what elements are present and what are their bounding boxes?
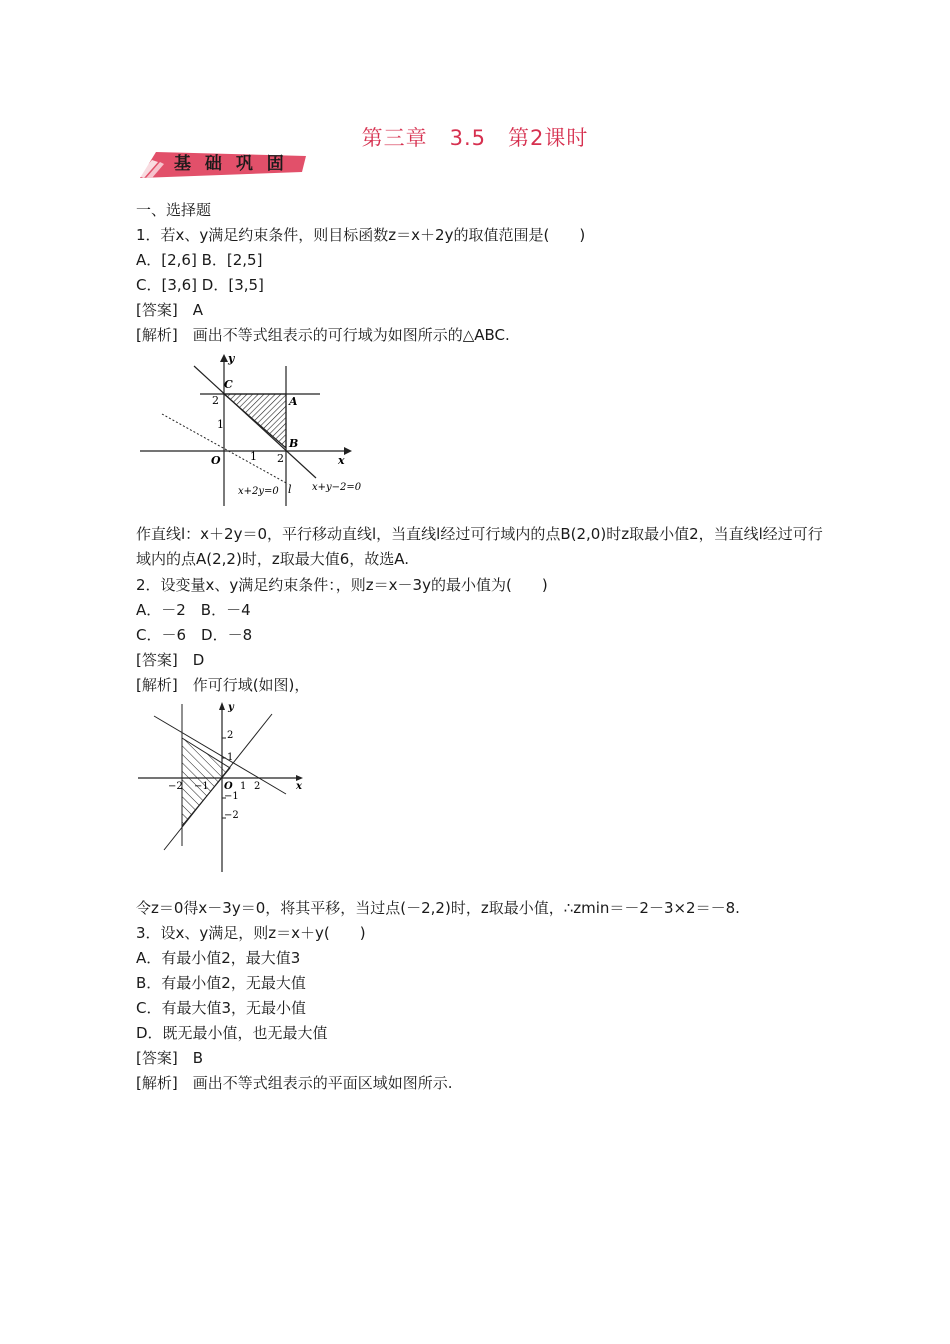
x-axis-label: x (338, 454, 345, 467)
q2-stem: 2．设变量x、y满足约束条件：，则z＝x－3y的最小值为( ) (136, 576, 548, 594)
point-a-label: A (289, 395, 298, 408)
q1-explanation: 作直线l：x＋2y＝0，平行移动直线l，当直线l经过可行域内的点B(2,0)时z取最小值2，当直线l经过可行域内的点A(2,2)时，z取最大值6，故选A. (136, 525, 823, 568)
section-banner (134, 148, 312, 182)
q1-stem: 1．若x、y满足约束条件，则目标函数z＝x＋2y的取值范围是( ) (136, 226, 586, 244)
origin-label: O (224, 781, 233, 792)
xtick-1: 1 (250, 450, 257, 463)
point-b-label: B (289, 437, 299, 450)
q2-options-cd: C．－6 D．－8 (136, 626, 253, 644)
ytick-minus2: −2 (224, 810, 239, 821)
point-c-label: C (224, 378, 233, 391)
xtick-minus1: −1 (194, 781, 209, 792)
q3-option-a: A．有最小值2，最大值3 (136, 949, 301, 967)
origin-label: O (211, 454, 221, 467)
banner-label: 基 础 巩 固 (174, 154, 288, 174)
q2-answer: [答案] D (136, 651, 205, 669)
q2-analysis: [解析] 作可行域(如图)， (136, 676, 310, 694)
figure-2 (136, 700, 308, 878)
y-axis-label: y (228, 702, 234, 713)
q3-analysis: [解析] 画出不等式组表示的平面区域如图所示. (136, 1074, 453, 1092)
xtick-minus2: −2 (168, 781, 183, 792)
ytick-2: 2 (212, 394, 219, 407)
xtick-1: 1 (240, 781, 247, 792)
ytick-1: 1 (217, 418, 224, 431)
line-l-label: l (288, 483, 292, 496)
xtick-2: 2 (277, 452, 284, 465)
q1-options-ab: A．[2,6] B．[2,5] (136, 251, 263, 269)
q3-stem: 3．设x、y满足，则z＝x＋y( ) (136, 924, 366, 942)
xtick-2: 2 (254, 781, 261, 792)
x-axis-label: x (296, 781, 302, 792)
ytick-1: 1 (227, 752, 234, 763)
q2-options-ab: A．－2 B．－4 (136, 601, 251, 619)
q2-explanation: 令z＝0得x－3y＝0，将其平移，当过点(－2,2)时，z取最小值，∴zmin＝－2－3×2＝－8. (136, 899, 740, 917)
ytick-2: 2 (227, 730, 234, 741)
figure-1 (138, 350, 370, 510)
q1-options-cd: C．[3,6] D．[3,5] (136, 276, 264, 294)
q3-answer: [答案] B (136, 1049, 203, 1067)
banner-ribbon-icon (134, 148, 312, 182)
page-title: 第三章 3.5 第2课时 (361, 126, 589, 150)
line-xy2-label: x+y−2=0 (312, 482, 362, 493)
q1-analysis: [解析] 画出不等式组表示的可行域为如图所示的△ABC. (136, 326, 510, 344)
q3-option-d: D．既无最小值，也无最大值 (136, 1024, 328, 1042)
q1-answer: [答案] A (136, 301, 203, 319)
q3-option-c: C．有最大值3，无最小值 (136, 999, 307, 1017)
line-x2y-label: x+2y=0 (238, 486, 279, 497)
section-heading: 一、选择题 (136, 201, 212, 219)
ytick-minus1: −1 (224, 791, 239, 802)
y-axis-label: y (228, 352, 235, 365)
q3-option-b: B．有最小值2，无最大值 (136, 974, 306, 992)
